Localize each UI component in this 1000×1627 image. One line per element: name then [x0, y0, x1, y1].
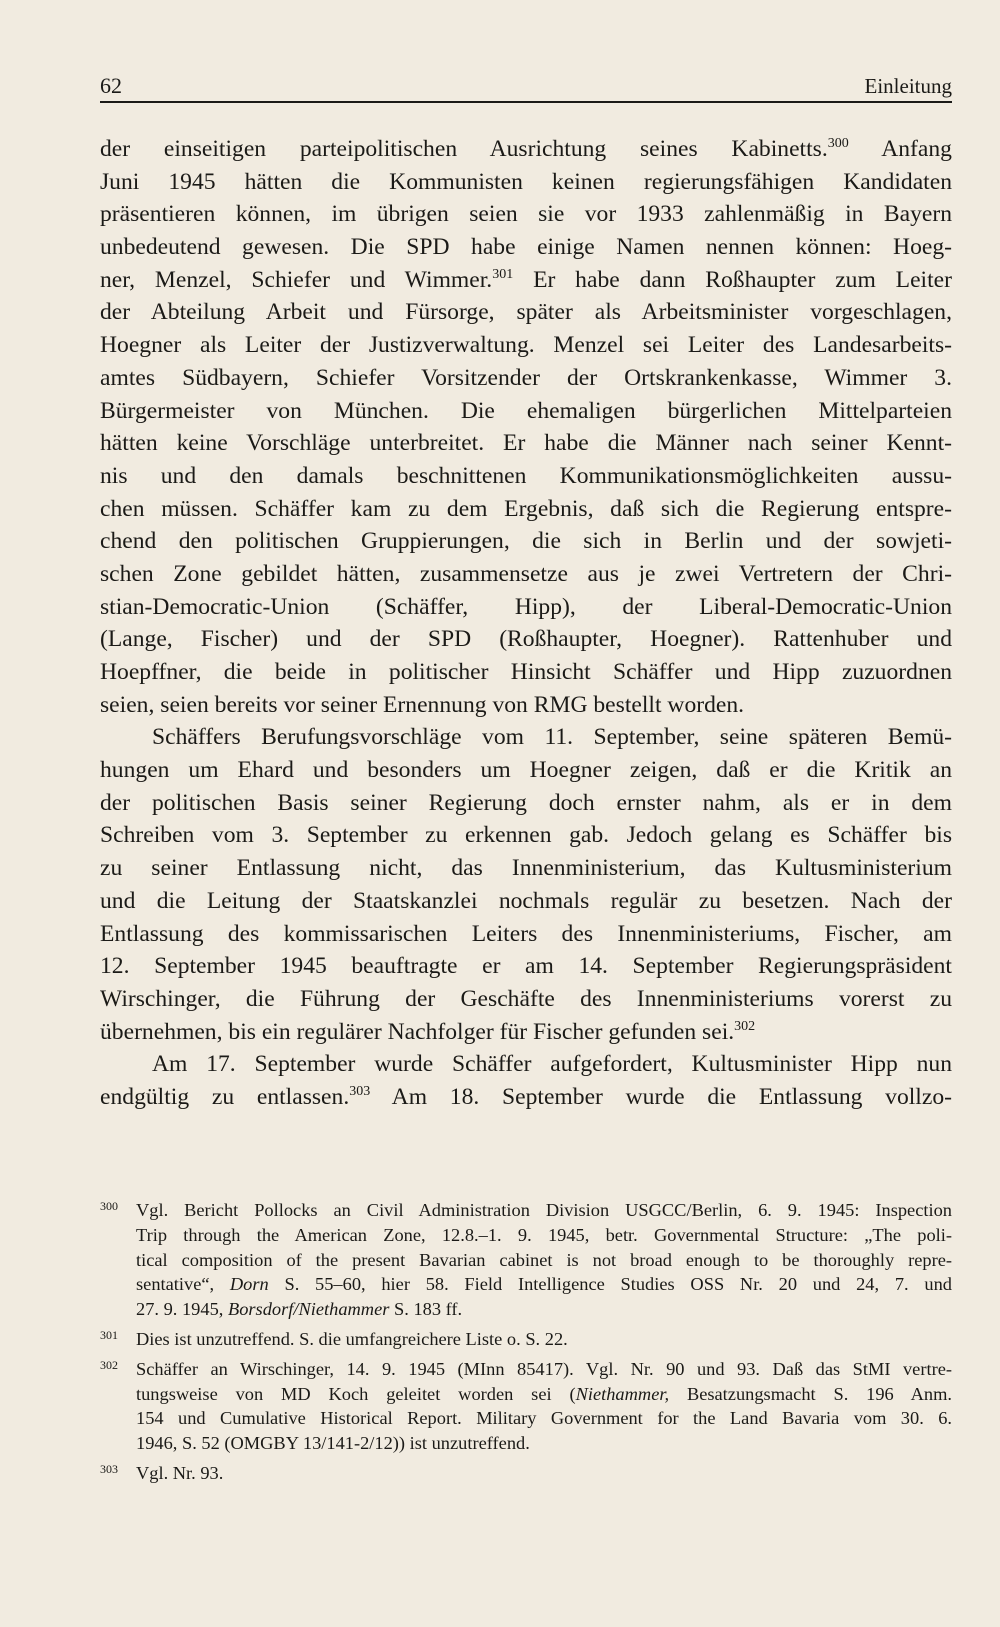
footnote-line: Vgl. Nr. 93. [136, 1462, 224, 1483]
text-line: Schäffers Berufungsvorschläge vom 11. September, seine späteren Bemü- [152, 724, 952, 751]
footnote-303 [100, 1461, 952, 1486]
text-line: schen Zone gebildet hätten, zusammensetze aus je zwei Vertretern der Chri- [100, 560, 952, 587]
text-line: hätten keine Vorschläge unterbreitet. Er habe die Männer nach seiner Kennt- [100, 430, 952, 457]
footnotes [100, 1198, 952, 1491]
text-line: Juni 1945 hätten die Kommunisten keinen regierungsfähigen Kandidaten [100, 168, 952, 195]
text-line: chend den politischen Gruppierungen, die sich in Berlin und der sowjeti- [100, 528, 952, 555]
text-line: Hoepffner, die beide in politischer Hinsicht Schäffer und Hipp zuzuordnen [100, 659, 952, 685]
text-line: 12. September 1945 beauftragte er am 14. September Regierungspräsident [100, 953, 952, 980]
text-line: stian-Democratic-Union (Schäffer, Hipp), der Liberal-Democratic-Union [100, 593, 952, 620]
text-line: amtes Südbayern, Schiefer Vorsitzender der Ortskrankenkasse, Wimmer 3. [100, 364, 952, 391]
paragraph [100, 133, 952, 721]
footnote-ref[interactable]: 302 [734, 1018, 756, 1034]
paragraph [100, 721, 952, 1048]
footnote-line: Dies ist unzutreffend. S. die umfangreichere Liste o. S. 22. [136, 1328, 568, 1349]
paragraph [100, 1048, 952, 1113]
text-line: und die Leitung der Staatskanzlei nochmals regulär zu besetzen. Nach der [100, 887, 952, 914]
footnote-number: 302 [100, 1357, 118, 1372]
text-line: endgültig zu entlassen.$^{303}$ Am 18. September wurde die Entlassung vollzo- [100, 1083, 952, 1110]
footnote-line: Vgl. Bericht Pollocks an Civil Administration Division USGCC/Berlin, 6. 9. 1945: Inspection [136, 1200, 952, 1220]
footnote-302 [100, 1357, 952, 1456]
footnote-ref[interactable]: 303 [349, 1084, 371, 1100]
text-line: (Lange, Fischer) und der SPD (Roßhaupter, Hoegner). Rattenhuber und [100, 626, 952, 653]
footnote-line: 27. 9. 1945, Borsdorf/Niethammer S. 183 ff. [136, 1299, 463, 1320]
footnote-line: tical composition of the present Bavarian cabinet is not broad enough to be thoroughly repre- [136, 1249, 952, 1270]
footnote-line: 154 und Cumulative Historical Report. Military Government for the Land Bavaria vom 30. 6. [136, 1408, 952, 1429]
footnote-number: 301 [100, 1327, 118, 1342]
text-line: der Abteilung Arbeit und Fürsorge, später als Arbeitsminister vorgeschlagen, [100, 299, 952, 326]
text-line: Am 17. September wurde Schäffer aufgefordert, Kultusminister Hipp nun [152, 1051, 952, 1078]
text-line: hungen um Ehard und besonders um Hoegner zeigen, daß er die Kritik an [100, 757, 952, 784]
text-line: Bürgermeister von München. Die ehemaligen bürgerlichen Mittelparteien [100, 397, 952, 424]
footnote-line: Trip through the American Zone, 12.8.–1. 9. 1945, betr. Governmental Structure: „The poli- [136, 1224, 952, 1245]
header-rule [100, 101, 952, 103]
text-line: chen müssen. Schäffer kam zu dem Ergebnis, daß sich die Regierung entspre- [100, 495, 952, 522]
main-text [100, 133, 952, 1114]
footnote-ref[interactable]: 300 [827, 136, 849, 152]
text-line: Entlassung des kommissarischen Leiters des Innenministeriums, Fischer, am [100, 920, 952, 947]
text-line: Hoegner als Leiter der Justizverwaltung. Menzel sei Leiter des Landesarbeits- [100, 332, 952, 359]
text-line: seien, seien bereits vor seiner Ernennung von RMG bestellt worden. [100, 691, 745, 718]
section-title: Einleitung [864, 74, 952, 98]
text-line: übernehmen, bis ein regulärer Nachfolger für Fischer gefunden sei.$^{302}$ [100, 1018, 756, 1045]
footnote-number: 303 [100, 1461, 118, 1476]
text-line: Schreiben vom 3. September zu erkennen gab. Jedoch gelang es Schäffer bis [100, 822, 952, 849]
running-head [100, 72, 952, 104]
footnote-301 [100, 1327, 952, 1352]
text-line: unbedeutend gewesen. Die SPD habe einige Namen nennen können: Hoeg- [100, 234, 952, 261]
footnote-line: Schäffer an Wirschinger, 14. 9. 1945 (MInn 85417). Vgl. Nr. 90 und 93. Daß das StMI vertre- [136, 1358, 952, 1379]
text-line: der einseitigen parteipolitischen Ausrichtung seines Kabinetts.$^{300}$ Anfang [100, 136, 952, 162]
text-line: ner, Menzel, Schiefer und Wimmer.$^{301}$ Er habe dann Roßhaupter zum Leiter [100, 266, 952, 293]
footnote-line: tungsweise von MD Koch geleitet worden sei (Niethammer, Besatzungsmacht S. 196 Anm. [136, 1383, 952, 1404]
text-line: zu seiner Entlassung nicht, das Innenministerium, das Kultusministerium [100, 855, 952, 882]
text-line: präsentieren können, im übrigen seien sie vor 1933 zahlenmäßig in Bayern [100, 201, 952, 228]
text-line: nis und den damals beschnittenen Kommunikationsmöglichkeiten aussu- [100, 462, 952, 489]
footnote-line: 1946, S. 52 (OMGBY 13/141-2/12)) ist unzutreffend. [136, 1433, 530, 1454]
footnote-line: sentative“, Dorn S. 55–60, hier 58. Field Intelligence Studies OSS Nr. 20 und 24, 7. und [136, 1274, 952, 1295]
footnote-ref[interactable]: 301 [492, 266, 514, 282]
footnote-300 [100, 1198, 952, 1322]
footnote-number: 300 [100, 1199, 118, 1213]
text-line: Wirschinger, die Führung der Geschäfte des Innenministeriums vorerst zu [100, 985, 952, 1012]
page-number: 62 [100, 73, 122, 98]
text-line: der politischen Basis seiner Regierung doch ernster nahm, als er in dem [100, 789, 952, 816]
